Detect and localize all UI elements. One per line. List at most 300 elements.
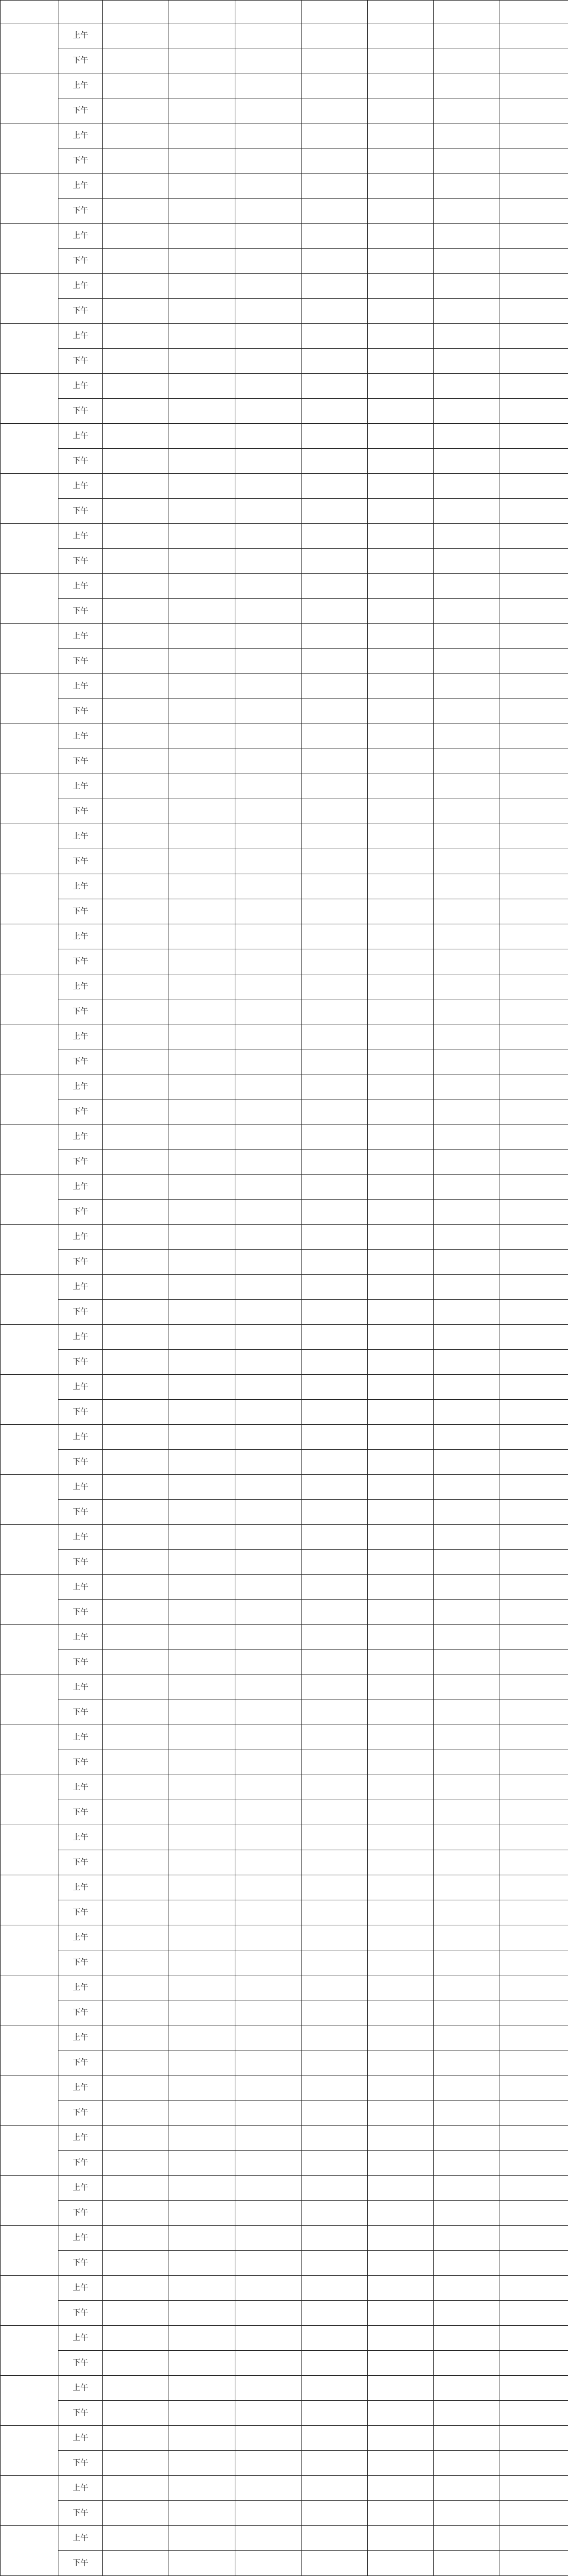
doctor-cell [368, 449, 434, 474]
doctor-cell [302, 2276, 368, 2301]
doctor-cell [500, 1700, 568, 1725]
doctor-cell [368, 2101, 434, 2126]
header-dept [1, 1, 58, 23]
doctor-cell [434, 2476, 500, 2501]
department-cell [1, 574, 58, 624]
doctor-cell [302, 1875, 368, 1900]
doctor-cell [500, 624, 568, 649]
doctor-cell [169, 1200, 235, 1225]
doctor-cell [235, 349, 302, 374]
doctor-cell [500, 1575, 568, 1600]
department-cell [1, 624, 58, 674]
doctor-cell [302, 2025, 368, 2050]
doctor-cell [368, 874, 434, 899]
doctor-cell [368, 2351, 434, 2376]
doctor-cell [103, 324, 169, 349]
doctor-cell [169, 1350, 235, 1375]
doctor-cell [169, 499, 235, 524]
department-cell [1, 2126, 58, 2176]
doctor-cell [500, 1550, 568, 1575]
doctor-cell [169, 2501, 235, 2526]
doctor-cell [235, 1049, 302, 1074]
doctor-cell [500, 2326, 568, 2351]
session-cell: 下午 [58, 749, 103, 774]
doctor-cell [103, 1775, 169, 1800]
doctor-cell [302, 148, 368, 174]
schedule-row [1, 1575, 568, 1600]
doctor-cell [302, 2226, 368, 2251]
doctor-cell [500, 1525, 568, 1550]
doctor-cell [368, 98, 434, 123]
doctor-cell [235, 1350, 302, 1375]
session-cell: 上午 [58, 2276, 103, 2301]
doctor-cell [434, 2451, 500, 2476]
doctor-cell [368, 1700, 434, 1725]
session-cell: 下午 [58, 349, 103, 374]
doctor-cell [302, 2126, 368, 2151]
doctor-cell [235, 1600, 302, 1625]
doctor-cell [235, 824, 302, 849]
doctor-cell [103, 2201, 169, 2226]
schedule-row [1, 1650, 568, 1675]
session-cell: 下午 [58, 2050, 103, 2075]
session-cell: 上午 [58, 524, 103, 549]
doctor-cell [235, 174, 302, 199]
doctor-cell [169, 974, 235, 999]
doctor-cell [302, 349, 368, 374]
doctor-cell [434, 2276, 500, 2301]
doctor-cell [103, 349, 169, 374]
doctor-cell [169, 299, 235, 324]
doctor-cell [235, 73, 302, 98]
session-cell: 下午 [58, 2251, 103, 2276]
doctor-cell [434, 1074, 500, 1099]
doctor-cell [169, 2551, 235, 2576]
session-cell: 上午 [58, 2226, 103, 2251]
doctor-cell [103, 73, 169, 98]
department-cell [1, 1625, 58, 1675]
doctor-cell [103, 549, 169, 574]
schedule-row [1, 2075, 568, 2101]
doctor-cell [103, 374, 169, 399]
doctor-cell [103, 1024, 169, 1049]
doctor-cell [103, 1950, 169, 1975]
schedule-row [1, 574, 568, 599]
session-cell: 上午 [58, 2075, 103, 2101]
session-cell: 上午 [58, 23, 103, 48]
doctor-cell [302, 649, 368, 674]
schedule-row [1, 399, 568, 424]
doctor-cell [302, 524, 368, 549]
doctor-cell [302, 1300, 368, 1325]
doctor-cell [169, 1750, 235, 1775]
doctor-cell [500, 1400, 568, 1425]
schedule-row [1, 2000, 568, 2025]
doctor-cell [235, 2251, 302, 2276]
session-cell: 上午 [58, 1675, 103, 1700]
doctor-cell [169, 424, 235, 449]
department-cell [1, 1725, 58, 1775]
doctor-cell [235, 1024, 302, 1049]
session-cell: 下午 [58, 1550, 103, 1575]
doctor-cell [103, 1900, 169, 1925]
schedule-row [1, 649, 568, 674]
doctor-cell [302, 1049, 368, 1074]
doctor-cell [169, 2351, 235, 2376]
session-cell: 下午 [58, 1049, 103, 1074]
doctor-cell [302, 774, 368, 799]
doctor-cell [169, 1300, 235, 1325]
schedule-row [1, 374, 568, 399]
department-cell [1, 1525, 58, 1575]
doctor-cell [302, 1200, 368, 1225]
doctor-cell [169, 1625, 235, 1650]
doctor-cell [500, 2551, 568, 2576]
session-cell: 上午 [58, 1074, 103, 1099]
doctor-cell [500, 849, 568, 874]
doctor-cell [169, 524, 235, 549]
doctor-cell [235, 499, 302, 524]
doctor-cell [434, 2551, 500, 2576]
doctor-cell [235, 399, 302, 424]
doctor-cell [500, 824, 568, 849]
schedule-row [1, 274, 568, 299]
doctor-cell [500, 2301, 568, 2326]
doctor-cell [169, 2025, 235, 2050]
doctor-cell [302, 1850, 368, 1875]
doctor-cell [235, 1425, 302, 1450]
doctor-cell [103, 1800, 169, 1825]
doctor-cell [302, 2201, 368, 2226]
schedule-row [1, 974, 568, 999]
doctor-cell [368, 73, 434, 98]
doctor-cell [434, 924, 500, 949]
doctor-cell [169, 1024, 235, 1049]
doctor-cell [500, 899, 568, 924]
doctor-cell [103, 2451, 169, 2476]
doctor-cell [169, 249, 235, 274]
doctor-cell [500, 1650, 568, 1675]
schedule-row [1, 2551, 568, 2576]
doctor-cell [103, 924, 169, 949]
doctor-cell [103, 1225, 169, 1250]
department-cell [1, 524, 58, 574]
doctor-cell [235, 2201, 302, 2226]
doctor-cell [169, 1600, 235, 1625]
session-cell: 下午 [58, 2451, 103, 2476]
doctor-cell [235, 1825, 302, 1850]
session-cell: 下午 [58, 1300, 103, 1325]
session-cell: 上午 [58, 1825, 103, 1850]
doctor-cell [169, 2075, 235, 2101]
doctor-cell [169, 999, 235, 1024]
doctor-cell [235, 1450, 302, 1475]
department-cell [1, 674, 58, 724]
department-cell [1, 2326, 58, 2376]
doctor-cell [302, 2251, 368, 2276]
doctor-cell [434, 274, 500, 299]
schedule-row [1, 1300, 568, 1325]
session-cell: 上午 [58, 1175, 103, 1200]
doctor-cell [368, 524, 434, 549]
doctor-cell [103, 1074, 169, 1099]
doctor-cell [235, 849, 302, 874]
session-cell: 上午 [58, 1325, 103, 1350]
schedule-row [1, 148, 568, 174]
doctor-cell [500, 799, 568, 824]
schedule-row [1, 1275, 568, 1300]
doctor-cell [302, 1124, 368, 1150]
session-cell: 上午 [58, 774, 103, 799]
doctor-cell [500, 599, 568, 624]
doctor-cell [434, 1775, 500, 1800]
doctor-cell [103, 2075, 169, 2101]
doctor-cell [302, 1750, 368, 1775]
doctor-cell [235, 1725, 302, 1750]
doctor-cell [103, 2276, 169, 2301]
doctor-cell [500, 2101, 568, 2126]
doctor-cell [235, 924, 302, 949]
doctor-cell [368, 1975, 434, 2000]
doctor-cell [169, 1925, 235, 1950]
doctor-cell [169, 1099, 235, 1124]
doctor-cell [235, 1650, 302, 1675]
doctor-cell [500, 2501, 568, 2526]
doctor-cell [500, 1225, 568, 1250]
doctor-cell [302, 574, 368, 599]
doctor-cell [235, 1575, 302, 1600]
doctor-cell [302, 824, 368, 849]
doctor-cell [434, 73, 500, 98]
doctor-cell [500, 1925, 568, 1950]
department-cell [1, 174, 58, 224]
doctor-cell [302, 924, 368, 949]
schedule-row [1, 949, 568, 974]
doctor-cell [235, 2176, 302, 2201]
schedule-row [1, 123, 568, 148]
session-cell: 上午 [58, 724, 103, 749]
schedule-row [1, 1700, 568, 1725]
doctor-cell [368, 699, 434, 724]
session-cell: 下午 [58, 1200, 103, 1225]
department-cell [1, 2226, 58, 2276]
doctor-cell [434, 2351, 500, 2376]
doctor-cell [302, 174, 368, 199]
schedule-row [1, 1124, 568, 1150]
doctor-cell [368, 1850, 434, 1875]
doctor-cell [103, 23, 169, 48]
session-cell: 下午 [58, 1800, 103, 1825]
doctor-cell [235, 1074, 302, 1099]
doctor-cell [302, 1600, 368, 1625]
header-day [235, 1, 302, 23]
doctor-cell [235, 2451, 302, 2476]
doctor-cell [500, 1124, 568, 1150]
doctor-cell [169, 2476, 235, 2501]
doctor-cell [434, 1825, 500, 1850]
doctor-cell [500, 1049, 568, 1074]
schedule-row [1, 774, 568, 799]
doctor-cell [103, 1750, 169, 1775]
doctor-cell [434, 48, 500, 73]
doctor-cell [103, 674, 169, 699]
doctor-cell [103, 1500, 169, 1525]
doctor-cell [368, 2376, 434, 2401]
schedule-row [1, 224, 568, 249]
doctor-cell [169, 1725, 235, 1750]
doctor-cell [169, 1675, 235, 1700]
doctor-cell [500, 1200, 568, 1225]
session-cell: 上午 [58, 674, 103, 699]
doctor-cell [368, 1049, 434, 1074]
doctor-cell [169, 799, 235, 824]
doctor-cell [368, 123, 434, 148]
schedule-row [1, 2176, 568, 2201]
doctor-cell [434, 1500, 500, 1525]
doctor-cell [169, 1450, 235, 1475]
doctor-cell [103, 2226, 169, 2251]
doctor-cell [235, 1900, 302, 1925]
doctor-cell [302, 899, 368, 924]
doctor-cell [103, 98, 169, 123]
doctor-cell [302, 249, 368, 274]
session-cell: 上午 [58, 2126, 103, 2151]
doctor-cell [103, 1325, 169, 1350]
department-cell [1, 1475, 58, 1525]
doctor-cell [434, 449, 500, 474]
doctor-cell [302, 1250, 368, 1275]
doctor-cell [368, 2176, 434, 2201]
doctor-cell [302, 949, 368, 974]
session-cell: 下午 [58, 1900, 103, 1925]
doctor-cell [235, 749, 302, 774]
session-cell: 下午 [58, 1850, 103, 1875]
doctor-cell [500, 2351, 568, 2376]
doctor-cell [235, 2551, 302, 2576]
doctor-cell [434, 199, 500, 224]
doctor-cell [368, 1350, 434, 1375]
session-cell: 上午 [58, 474, 103, 499]
session-cell: 上午 [58, 1425, 103, 1450]
doctor-cell [169, 274, 235, 299]
doctor-cell [235, 1750, 302, 1775]
doctor-cell [169, 324, 235, 349]
doctor-cell [169, 1175, 235, 1200]
doctor-cell [103, 123, 169, 148]
session-cell: 下午 [58, 549, 103, 574]
schedule-row [1, 2025, 568, 2050]
doctor-cell [434, 1325, 500, 1350]
schedule-row [1, 1225, 568, 1250]
session-cell: 下午 [58, 1700, 103, 1725]
session-cell: 上午 [58, 974, 103, 999]
doctor-cell [368, 799, 434, 824]
doctor-cell [302, 1175, 368, 1200]
doctor-cell [169, 1975, 235, 2000]
doctor-cell [235, 274, 302, 299]
department-cell [1, 73, 58, 123]
doctor-cell [368, 299, 434, 324]
doctor-cell [235, 2351, 302, 2376]
schedule-row [1, 1875, 568, 1900]
doctor-cell [302, 1150, 368, 1175]
doctor-cell [235, 1500, 302, 1525]
doctor-cell [500, 274, 568, 299]
doctor-cell [500, 148, 568, 174]
doctor-cell [235, 2000, 302, 2025]
doctor-cell [434, 1200, 500, 1225]
doctor-cell [368, 2426, 434, 2451]
department-cell [1, 2376, 58, 2426]
doctor-cell [434, 524, 500, 549]
session-cell: 下午 [58, 1950, 103, 1975]
doctor-cell [169, 1400, 235, 1425]
doctor-cell [169, 449, 235, 474]
doctor-cell [368, 1600, 434, 1625]
session-cell: 下午 [58, 399, 103, 424]
doctor-cell [302, 499, 368, 524]
doctor-cell [434, 23, 500, 48]
doctor-cell [235, 424, 302, 449]
doctor-cell [368, 2151, 434, 2176]
session-cell: 上午 [58, 274, 103, 299]
doctor-cell [103, 424, 169, 449]
doctor-cell [169, 2326, 235, 2351]
doctor-cell [434, 774, 500, 799]
schedule-row [1, 2501, 568, 2526]
doctor-cell [169, 1775, 235, 1800]
doctor-cell [368, 1500, 434, 1525]
doctor-cell [103, 2551, 169, 2576]
doctor-cell [235, 1475, 302, 1500]
doctor-cell [434, 123, 500, 148]
doctor-cell [434, 1875, 500, 1900]
doctor-cell [235, 199, 302, 224]
doctor-cell [434, 1175, 500, 1200]
session-cell: 上午 [58, 624, 103, 649]
doctor-cell [434, 349, 500, 374]
doctor-cell [368, 824, 434, 849]
doctor-cell [368, 349, 434, 374]
doctor-cell [434, 1750, 500, 1775]
doctor-cell [302, 624, 368, 649]
doctor-cell [302, 224, 368, 249]
session-cell: 下午 [58, 2301, 103, 2326]
doctor-cell [500, 1975, 568, 2000]
doctor-cell [302, 1425, 368, 1450]
doctor-cell [368, 2326, 434, 2351]
session-cell: 上午 [58, 1525, 103, 1550]
doctor-cell [500, 1500, 568, 1525]
doctor-cell [434, 649, 500, 674]
doctor-cell [235, 949, 302, 974]
doctor-cell [103, 1825, 169, 1850]
doctor-cell [368, 249, 434, 274]
doctor-cell [500, 249, 568, 274]
session-cell: 上午 [58, 874, 103, 899]
doctor-cell [368, 924, 434, 949]
schedule-row [1, 1825, 568, 1850]
doctor-cell [103, 974, 169, 999]
department-cell [1, 123, 58, 174]
doctor-cell [500, 2476, 568, 2501]
doctor-cell [500, 98, 568, 123]
doctor-cell [434, 2376, 500, 2401]
doctor-cell [302, 1775, 368, 1800]
schedule-row [1, 624, 568, 649]
doctor-cell [235, 2526, 302, 2551]
schedule-row [1, 699, 568, 724]
